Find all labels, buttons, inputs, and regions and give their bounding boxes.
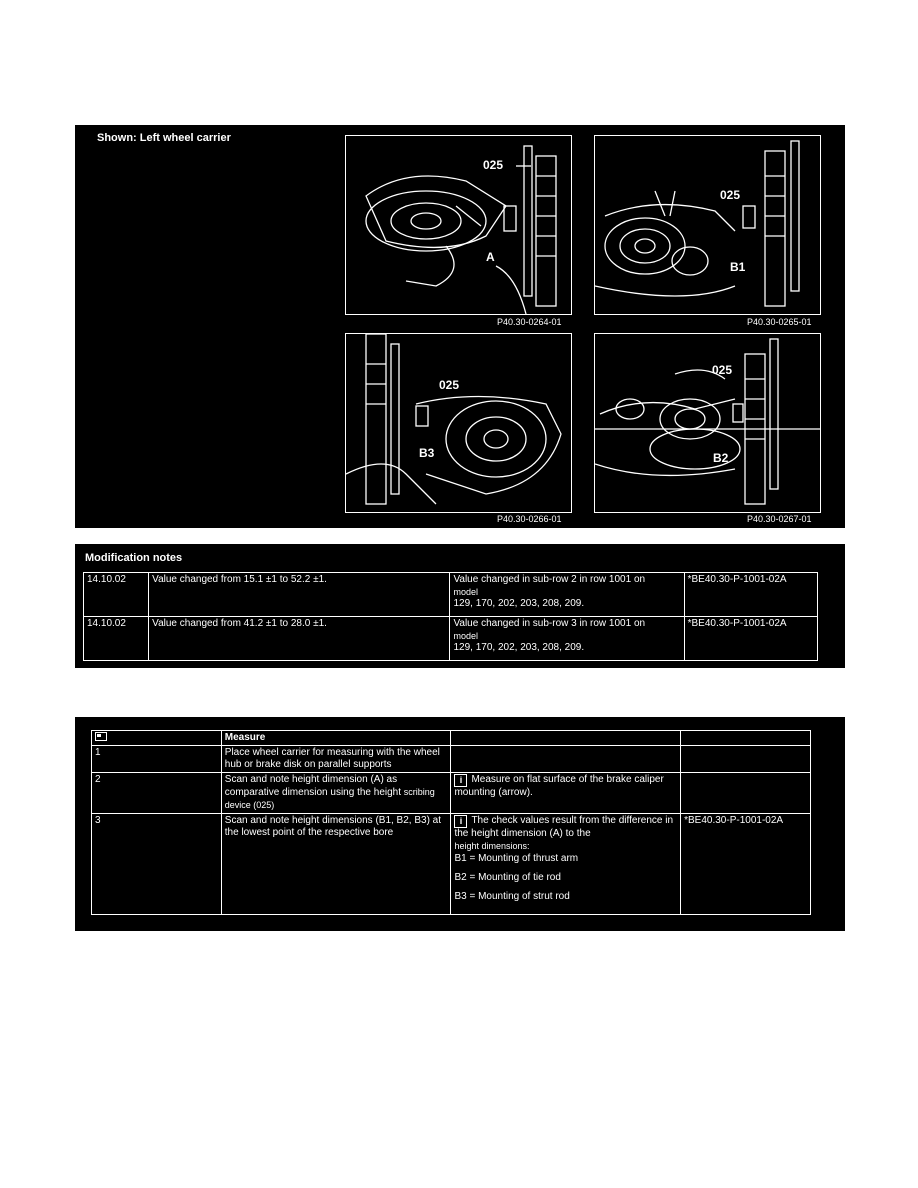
figure-caption: P40.30-0266-01 xyxy=(497,514,562,524)
detail-cell xyxy=(450,573,684,617)
illustration-height-b2 xyxy=(594,333,821,513)
reference-link[interactable]: *BE40.30-P-1001-02A xyxy=(684,617,817,661)
table-row xyxy=(92,773,811,814)
step-number: 3 xyxy=(92,814,222,915)
reference-link[interactable]: *BE40.30-P-1001-02A xyxy=(684,573,817,617)
change-cell: Value changed from 41.2 ±1 to 28.0 ±1. xyxy=(149,617,450,661)
info-icon: i xyxy=(454,774,467,787)
detail-line: 129, 170, 202, 203, 208, 209. xyxy=(453,642,585,653)
illustration-height-a xyxy=(345,135,572,315)
measure-line: scribing device (025) xyxy=(224,787,435,810)
modification-notes-title: Modification notes xyxy=(85,552,183,564)
callout-b1: B1 xyxy=(730,260,746,274)
callout-025: 025 xyxy=(439,378,460,392)
figure-title: Shown: Left wheel carrier xyxy=(97,132,231,144)
measure-text: Place wheel carrier for measuring with the wheel hub or brake disk on parallel supports xyxy=(221,746,451,773)
table-row xyxy=(84,617,818,661)
note-text: height dimensions: xyxy=(454,841,530,851)
figure-caption: P40.30-0265-01 xyxy=(747,317,812,327)
note-cell xyxy=(451,773,681,814)
detail-line: model xyxy=(453,587,478,597)
note-cell xyxy=(451,814,681,915)
detail-line: Value changed in sub-row 2 in row 1001 on xyxy=(453,574,646,585)
measure-text: Scan and note height dimensions (B1, B2, B3) at the lowest point of the respective bore xyxy=(221,814,451,915)
note-text: B2 = Mounting of tie rod xyxy=(454,872,561,883)
step-number: 2 xyxy=(92,773,222,814)
modification-notes-table xyxy=(83,572,818,661)
measure-text xyxy=(221,773,451,814)
table-icon-cell xyxy=(92,731,222,746)
table-header-row xyxy=(92,731,811,746)
callout-025: 025 xyxy=(720,188,741,202)
table-row xyxy=(84,573,818,617)
table-row xyxy=(92,746,811,773)
measure-line: Scan and note height dimension (A) as comparative dimension using the height xyxy=(224,774,401,798)
detail-line: model xyxy=(453,631,478,641)
callout-b2: B2 xyxy=(713,451,729,465)
measure-table xyxy=(91,730,811,915)
table-row xyxy=(92,814,811,915)
modification-notes-panel xyxy=(75,544,845,668)
illustration-height-b3 xyxy=(345,333,572,513)
figure-panel xyxy=(75,125,845,528)
callout-a: A xyxy=(486,250,495,264)
change-cell: Value changed from 15.1 ±1 to 52.2 ±1. xyxy=(149,573,450,617)
step-number: 1 xyxy=(92,746,222,773)
date-cell: 14.10.02 xyxy=(84,617,149,661)
measure-header: Measure xyxy=(221,731,451,746)
callout-025: 025 xyxy=(712,363,733,377)
detail-line: 129, 170, 202, 203, 208, 209. xyxy=(453,598,585,609)
reference-link[interactable]: *BE40.30-P-1001-02A xyxy=(681,814,811,915)
date-cell: 14.10.02 xyxy=(84,573,149,617)
figure-caption: P40.30-0267-01 xyxy=(747,514,812,524)
table-icon xyxy=(95,732,107,741)
info-icon: i xyxy=(454,815,467,828)
callout-b3: B3 xyxy=(419,446,435,460)
callout-025: 025 xyxy=(483,158,504,172)
figure-caption: P40.30-0264-01 xyxy=(497,317,562,327)
illustration-height-b1 xyxy=(594,135,821,315)
note-text: The check values result from the difference in the height dimension (A) to the xyxy=(454,815,674,839)
detail-line: Value changed in sub-row 3 in row 1001 on xyxy=(453,618,646,629)
note-text: Measure on flat surface of the brake caliper mounting (arrow). xyxy=(454,774,664,798)
note-text: B1 = Mounting of thrust arm xyxy=(454,853,579,864)
measure-panel xyxy=(75,717,845,931)
note-text: B3 = Mounting of strut rod xyxy=(454,891,570,902)
detail-cell xyxy=(450,617,684,661)
